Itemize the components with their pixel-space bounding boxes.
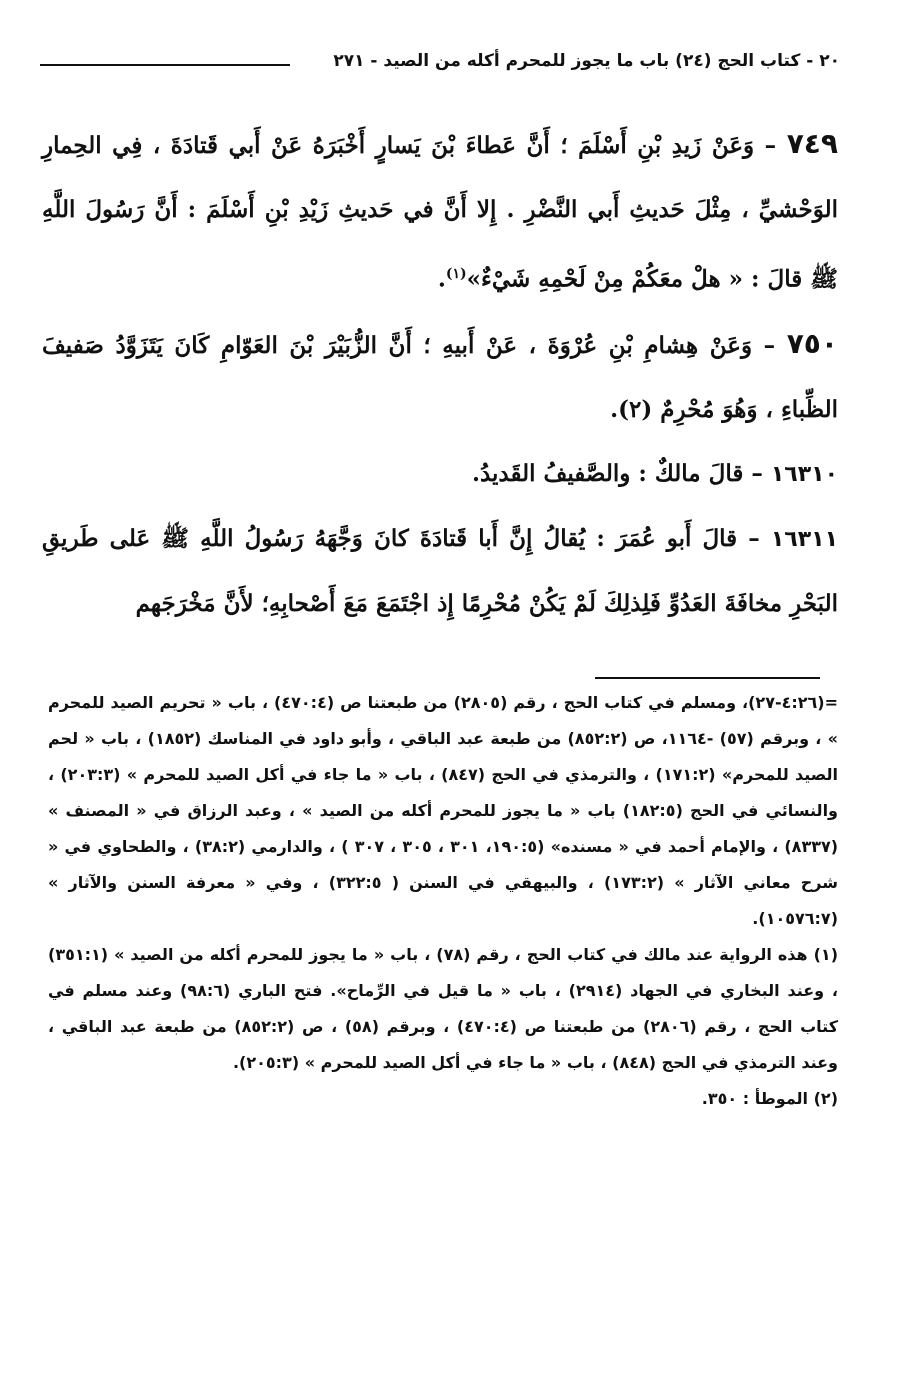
paragraph-text: – قالَ مالكٌ : والصَّفيفُ القَديدُ. (471, 459, 763, 487)
hadith-750: ٧٥٠ – وَعَنْ هِشامِ بْنِ عُرْوَةَ ، عَنْ أَبيهِ ؛ أَنَّ الزُّبَيْرَ بْنَ العَوّامِ كَانَ يَتَزَوَّدُ صَفيفَ الظِّباءِ ، وَهُوَ مُحْرِمٌ (٢). (42, 326, 838, 423)
running-header (40, 44, 840, 84)
hadith-text: – وَعَنْ زَيدِ بْنِ أَسْلَمَ ؛ أَنَّ عَطاءَ بْنَ يَسارٍ أَخْبَرَهُ عَنْ أَبي قَتادَةَ ، فِي الحِمارِ الوَحْشيِّ ، مِثْلَ حَديثِ أَبي النَّضْرِ . إِلا أَنَّ في حَديثِ زَيْدِ بْنِ أَسْلَمَ : أَنَّ رَسُولَ اللَّهِ ﷺ قالَ : « هلْ معَكُمْ مِنْ لَحْمِهِ شَيْءٌ» (42, 132, 838, 293)
paragraph-text: – قالَ أَبو عُمَرَ : يُقالُ إِنَّ أَبا قَتادَةَ كانَ وَجَّهَهُ رَسُولُ اللَّهِ ﷺ عَلى طَريقِ البَحْرِ مخافَةَ العَدُوِّ فَلِذلِكَ لَمْ يَكُنْ مُحْرِمًا إِذ اجْتَمَعَ مَعَ أَصْحابِهِ؛ لأَنَّ مَخْرَجَهم (42, 524, 838, 617)
hadith-749: ٧٤٩ – وَعَنْ زَيدِ بْنِ أَسْلَمَ ؛ أَنَّ عَطاءَ بْنَ يَسارٍ أَخْبَرَهُ عَنْ أَبي قَتادَةَ ، فِي الحِمارِ الوَحْشيِّ ، مِثْلَ حَديثِ أَبي النَّضْرِ . إِلا أَنَّ في حَديثِ زَيْدِ بْنِ أَسْلَمَ : أَنَّ رَسُولَ اللَّهِ ﷺ قالَ : « هلْ معَكُمْ مِنْ لَحْمِهِ شَيْءٌ»$^{(١)}$. (42, 127, 838, 293)
paragraph-number: ١٦٣١١ (770, 526, 838, 552)
paragraph-number: ١٦٣١٠ (770, 461, 838, 487)
footnote-ref: (٢) (618, 395, 653, 423)
paragraph-16310 (42, 442, 838, 507)
hadith-number: ٧٥٠ (786, 326, 838, 360)
header-title: ٢٠ - كتاب الحج (٢٤) باب ما يجوز للمحرم أكله من الصيد - ٢٧١ (333, 51, 840, 71)
footnote-1: (١) هذه الرواية عند مالك في كتاب الحج ، رقم (٧٨) ، باب « ما يجوز للمحرم أكله من الصيد » (٣٥١:١) ، وعند البخاري في الجهاد (٢٩١٤) ، باب « ما قيل في الرِّماح». فتح الباري (٩٨:٦) وعند مسلم في كتاب الحج ، رقم (٢٨٠٦) من طبعتنا ص (٤٧٠:٤) ، وبرقم (٥٨) ، ص (٨٥٢:٢) من طبعة عبد الباقي ، وعند الترمذي في الحج (٨٤٨) ، باب « ما جاء في أكل الصيد للمحرم » (٢٠٥:٣). (48, 945, 839, 1072)
paragraph-16311 (42, 507, 838, 636)
header-rule (40, 64, 290, 66)
footnote-divider (595, 677, 820, 679)
hadith-text: – وَعَنْ هِشامِ بْنِ عُرْوَةَ ، عَنْ أَبيهِ ؛ أَنَّ الزُّبَيْرَ بْنَ العَوّامِ كَانَ يَتَزَوَّدُ صَفيفَ الظِّباءِ ، وَهُوَ مُحْرِمٌ (42, 331, 838, 423)
footnote-2: (٢) الموطأ : ٣٥٠. (701, 1089, 838, 1108)
footnotes (48, 685, 838, 1117)
hadith-number: ٧٤٩ (786, 127, 838, 160)
main-text (42, 112, 838, 636)
footnote-ref: (١) (445, 266, 467, 282)
footnote-continuation: =(٤:٢٦-٢٧)، ومسلم في كتاب الحج ، رقم (٢٨٠٥) من طبعتنا ص (٤٧٠:٤) ، باب « تحريم الصيد للمحرم » ، وبرقم (٥٧) -١١٦٤، ص (٨٥٢:٢) من طبعة عبد الباقي ، وأبو داود في المناسك (١٨٥٢) ، باب « لحم الصيد للمحرم» (١٧١:٢) ، والترمذي في الحج (٨٤٧) ، باب « ما جاء في أكل الصيد للمحرم » (٢٠٣:٣) ، والنسائي في الحج (١٨٢:٥) باب « ما يجوز للمحرم أكله من الصيد » ، وعبد الرزاق في « المصنف » (٨٣٣٧) ، والإمام أحمد في « مسنده» (١٩٠:٥، ٣٠١ ، ٣٠٥ ، ٣٠٧ ) ، والدارمي (٣٨:٢) ، والطحاوي في « شرح معاني الآثار » (١٧٣:٢) ، والبيهقي في السنن ( ٣٢٢:٥) ، وفي « معرفة السنن والآثار » (١٠٥٧٦:٧). (48, 693, 839, 928)
